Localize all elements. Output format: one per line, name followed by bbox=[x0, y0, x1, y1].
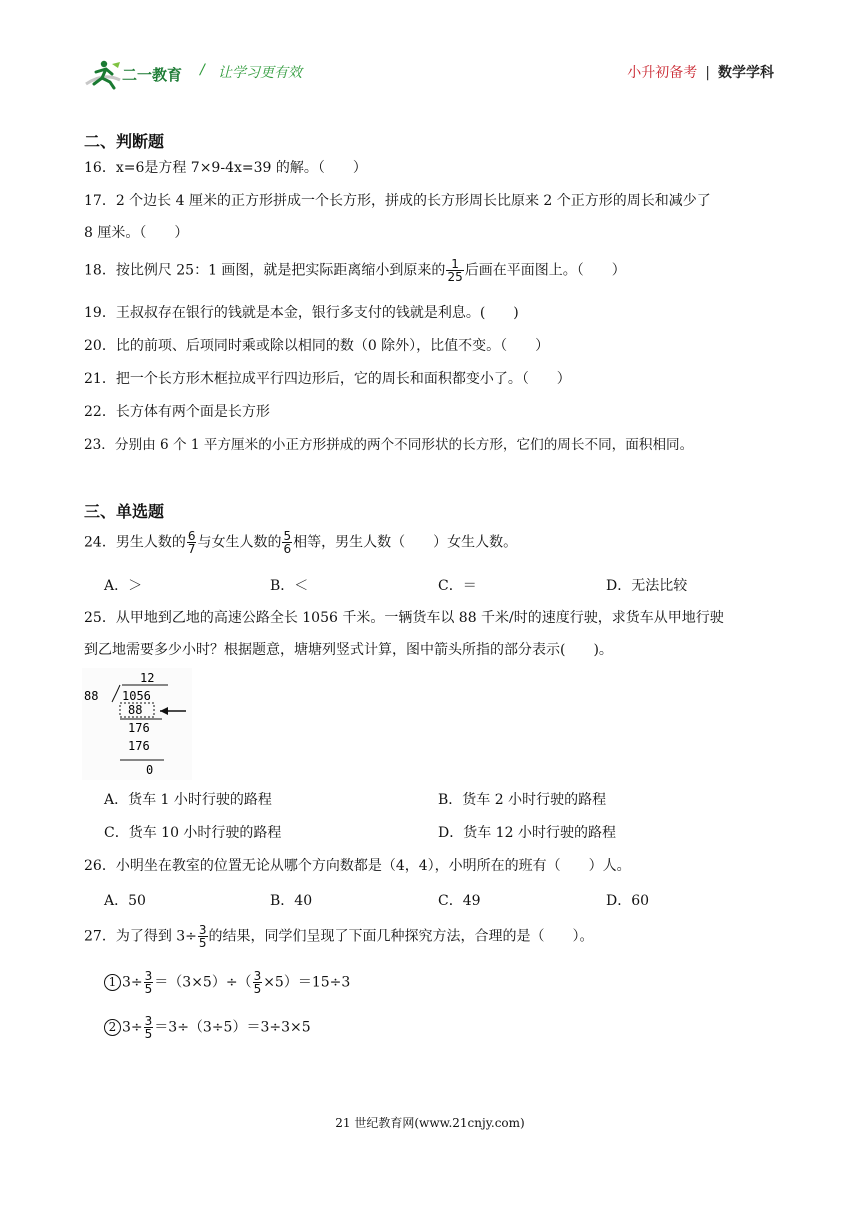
method-1 bbox=[104, 970, 350, 995]
q25-option-d: D．货车 12 小时行驶的路程 bbox=[438, 825, 616, 841]
circled-number-1: 1 bbox=[104, 974, 121, 991]
fraction-5-6 bbox=[282, 530, 292, 555]
question-24-text-c: 相等，男生人数（ ）女生人数。 bbox=[293, 534, 518, 551]
q24-option-a: A．＞ bbox=[104, 578, 143, 594]
q24-option-b: B．＜ bbox=[270, 578, 309, 594]
fraction-3-5 bbox=[144, 970, 154, 995]
q25-option-c: C．货车 10 小时行驶的路程 bbox=[104, 825, 282, 841]
fraction-denominator: 7 bbox=[187, 542, 196, 556]
question-24-text-a: 24．男生人数的 bbox=[84, 534, 186, 551]
q24-option-d: D．无法比较 bbox=[606, 578, 688, 594]
header-subject: 数学学科 bbox=[718, 65, 774, 81]
question-27-text-a: 27．为了得到 3÷ bbox=[84, 928, 197, 945]
fraction-6-7 bbox=[187, 530, 197, 555]
section-title-single-choice: 三、单选题 bbox=[84, 502, 165, 521]
q26-option-c: C．49 bbox=[438, 893, 481, 909]
dividend: 1056 bbox=[122, 689, 151, 703]
runner-logo-icon bbox=[84, 58, 190, 90]
fraction-denominator: 25 bbox=[447, 270, 463, 284]
step2-product: 176 bbox=[128, 739, 150, 753]
logo-text: 二一教育 bbox=[122, 66, 183, 84]
question-17-line2: 8 厘米。（ ） bbox=[84, 225, 189, 241]
fraction-1-25 bbox=[446, 258, 463, 283]
question-21: 21．把一个长方形木框拉成平行四边形后，它的周长和面积都变小了。（ ） bbox=[84, 371, 571, 387]
fraction-numerator: 3 bbox=[144, 969, 153, 983]
method-2 bbox=[104, 1015, 311, 1040]
question-17-line1: 17．2 个边长 4 厘米的正方形拼成一个长方形，拼成的长方形周长比原来 2 个正方形的周长和减少了 bbox=[84, 193, 711, 209]
question-24-text-b: 与女生人数的 bbox=[197, 534, 282, 551]
arrow-head-icon bbox=[160, 707, 168, 715]
remainder-line: 176 bbox=[128, 721, 150, 735]
header-slash: / bbox=[200, 62, 205, 78]
question-25-line1: 25．从甲地到乙地的高速公路全长 1056 千米。一辆货车以 88 千米/时的速度行驶，求货车从甲地行驶 bbox=[84, 610, 724, 626]
question-24 bbox=[84, 530, 517, 555]
method-1-text-a: 3÷ bbox=[122, 974, 143, 991]
section-title-judgement: 二、判断题 bbox=[84, 132, 165, 151]
page-footer: 21 世纪教育网(www.21cnjy.com) bbox=[335, 1116, 525, 1130]
fraction-denominator: 5 bbox=[144, 982, 153, 996]
fraction-3-5 bbox=[198, 924, 208, 949]
q25-option-b: B．货车 2 小时行驶的路程 bbox=[438, 792, 607, 808]
fraction-denominator: 5 bbox=[253, 982, 262, 996]
question-18-text-b: 后画在平面图上。（ ） bbox=[464, 262, 626, 279]
q26-option-a: A．50 bbox=[104, 893, 146, 909]
question-20: 20．比的前项、后项同时乘或除以相同的数（0 除外），比值不变。（ ） bbox=[84, 338, 550, 354]
question-18 bbox=[84, 258, 626, 283]
question-25-line2: 到乙地需要多少小时？根据题意，塘塘列竖式计算，图中箭头所指的部分表示( )。 bbox=[84, 642, 613, 658]
fraction-denominator: 6 bbox=[283, 542, 292, 556]
fraction-numerator: 6 bbox=[187, 529, 196, 543]
q26-option-d: D．60 bbox=[606, 893, 650, 909]
question-16: 16．x=6是方程 7×9-4x=39 的解。（ ） bbox=[84, 160, 367, 176]
fraction-denominator: 5 bbox=[198, 936, 207, 950]
question-26: 26．小明坐在教室的位置无论从哪个方向数都是（4，4），小明所在的班有（ ）人。 bbox=[84, 858, 631, 874]
header-slogan: 让学习更有效 bbox=[218, 65, 302, 81]
logo bbox=[84, 58, 190, 90]
method-1-text-c: ×5）＝15÷3 bbox=[263, 974, 351, 991]
method-2-text-b: ＝3÷（3÷5）＝3÷3×5 bbox=[154, 1019, 311, 1036]
question-22: 22．长方体有两个面是长方形 bbox=[84, 404, 270, 420]
fraction-numerator: 3 bbox=[144, 1014, 153, 1028]
header-right bbox=[627, 62, 774, 82]
quotient: 12 bbox=[140, 671, 155, 685]
header-separator: | bbox=[705, 65, 710, 81]
long-division-svg bbox=[82, 668, 192, 780]
method-1-text-b: ＝（3×5）÷（ bbox=[154, 974, 252, 991]
fraction-3-5 bbox=[253, 970, 263, 995]
step1-product: 88 bbox=[128, 703, 143, 717]
division-result: 0 bbox=[146, 763, 154, 777]
circled-number-2: 2 bbox=[104, 1019, 121, 1036]
long-division-figure bbox=[82, 668, 192, 780]
question-23: 23．分别由 6 个 1 平方厘米的小正方形拼成的两个不同形状的长方形，它们的周长不同，面积相同。 bbox=[84, 437, 694, 453]
fraction-3-5 bbox=[144, 1015, 154, 1040]
method-2-text-a: 3÷ bbox=[122, 1019, 143, 1036]
q25-option-a: A．货车 1 小时行驶的路程 bbox=[104, 792, 272, 808]
q24-option-c: C．＝ bbox=[438, 578, 477, 594]
fraction-denominator: 5 bbox=[144, 1027, 153, 1041]
fraction-numerator: 3 bbox=[253, 969, 262, 983]
question-19: 19．王叔叔存在银行的钱就是本金，银行多支付的钱就是利息。( ) bbox=[84, 305, 519, 321]
divisor: 88 bbox=[84, 689, 99, 703]
header-category: 小升初备考 bbox=[627, 65, 698, 81]
q26-option-b: B．40 bbox=[270, 893, 313, 909]
question-18-text-a: 18．按比例尺 25：1 画图，就是把实际距离缩小到原来的 bbox=[84, 262, 446, 279]
fraction-numerator: 3 bbox=[198, 923, 207, 937]
question-27 bbox=[84, 924, 594, 949]
fraction-numerator: 1 bbox=[446, 258, 463, 271]
question-27-text-b: 的结果，同学们呈现了下面几种探究方法，合理的是（ ）。 bbox=[208, 928, 594, 945]
fraction-numerator: 5 bbox=[283, 529, 292, 543]
